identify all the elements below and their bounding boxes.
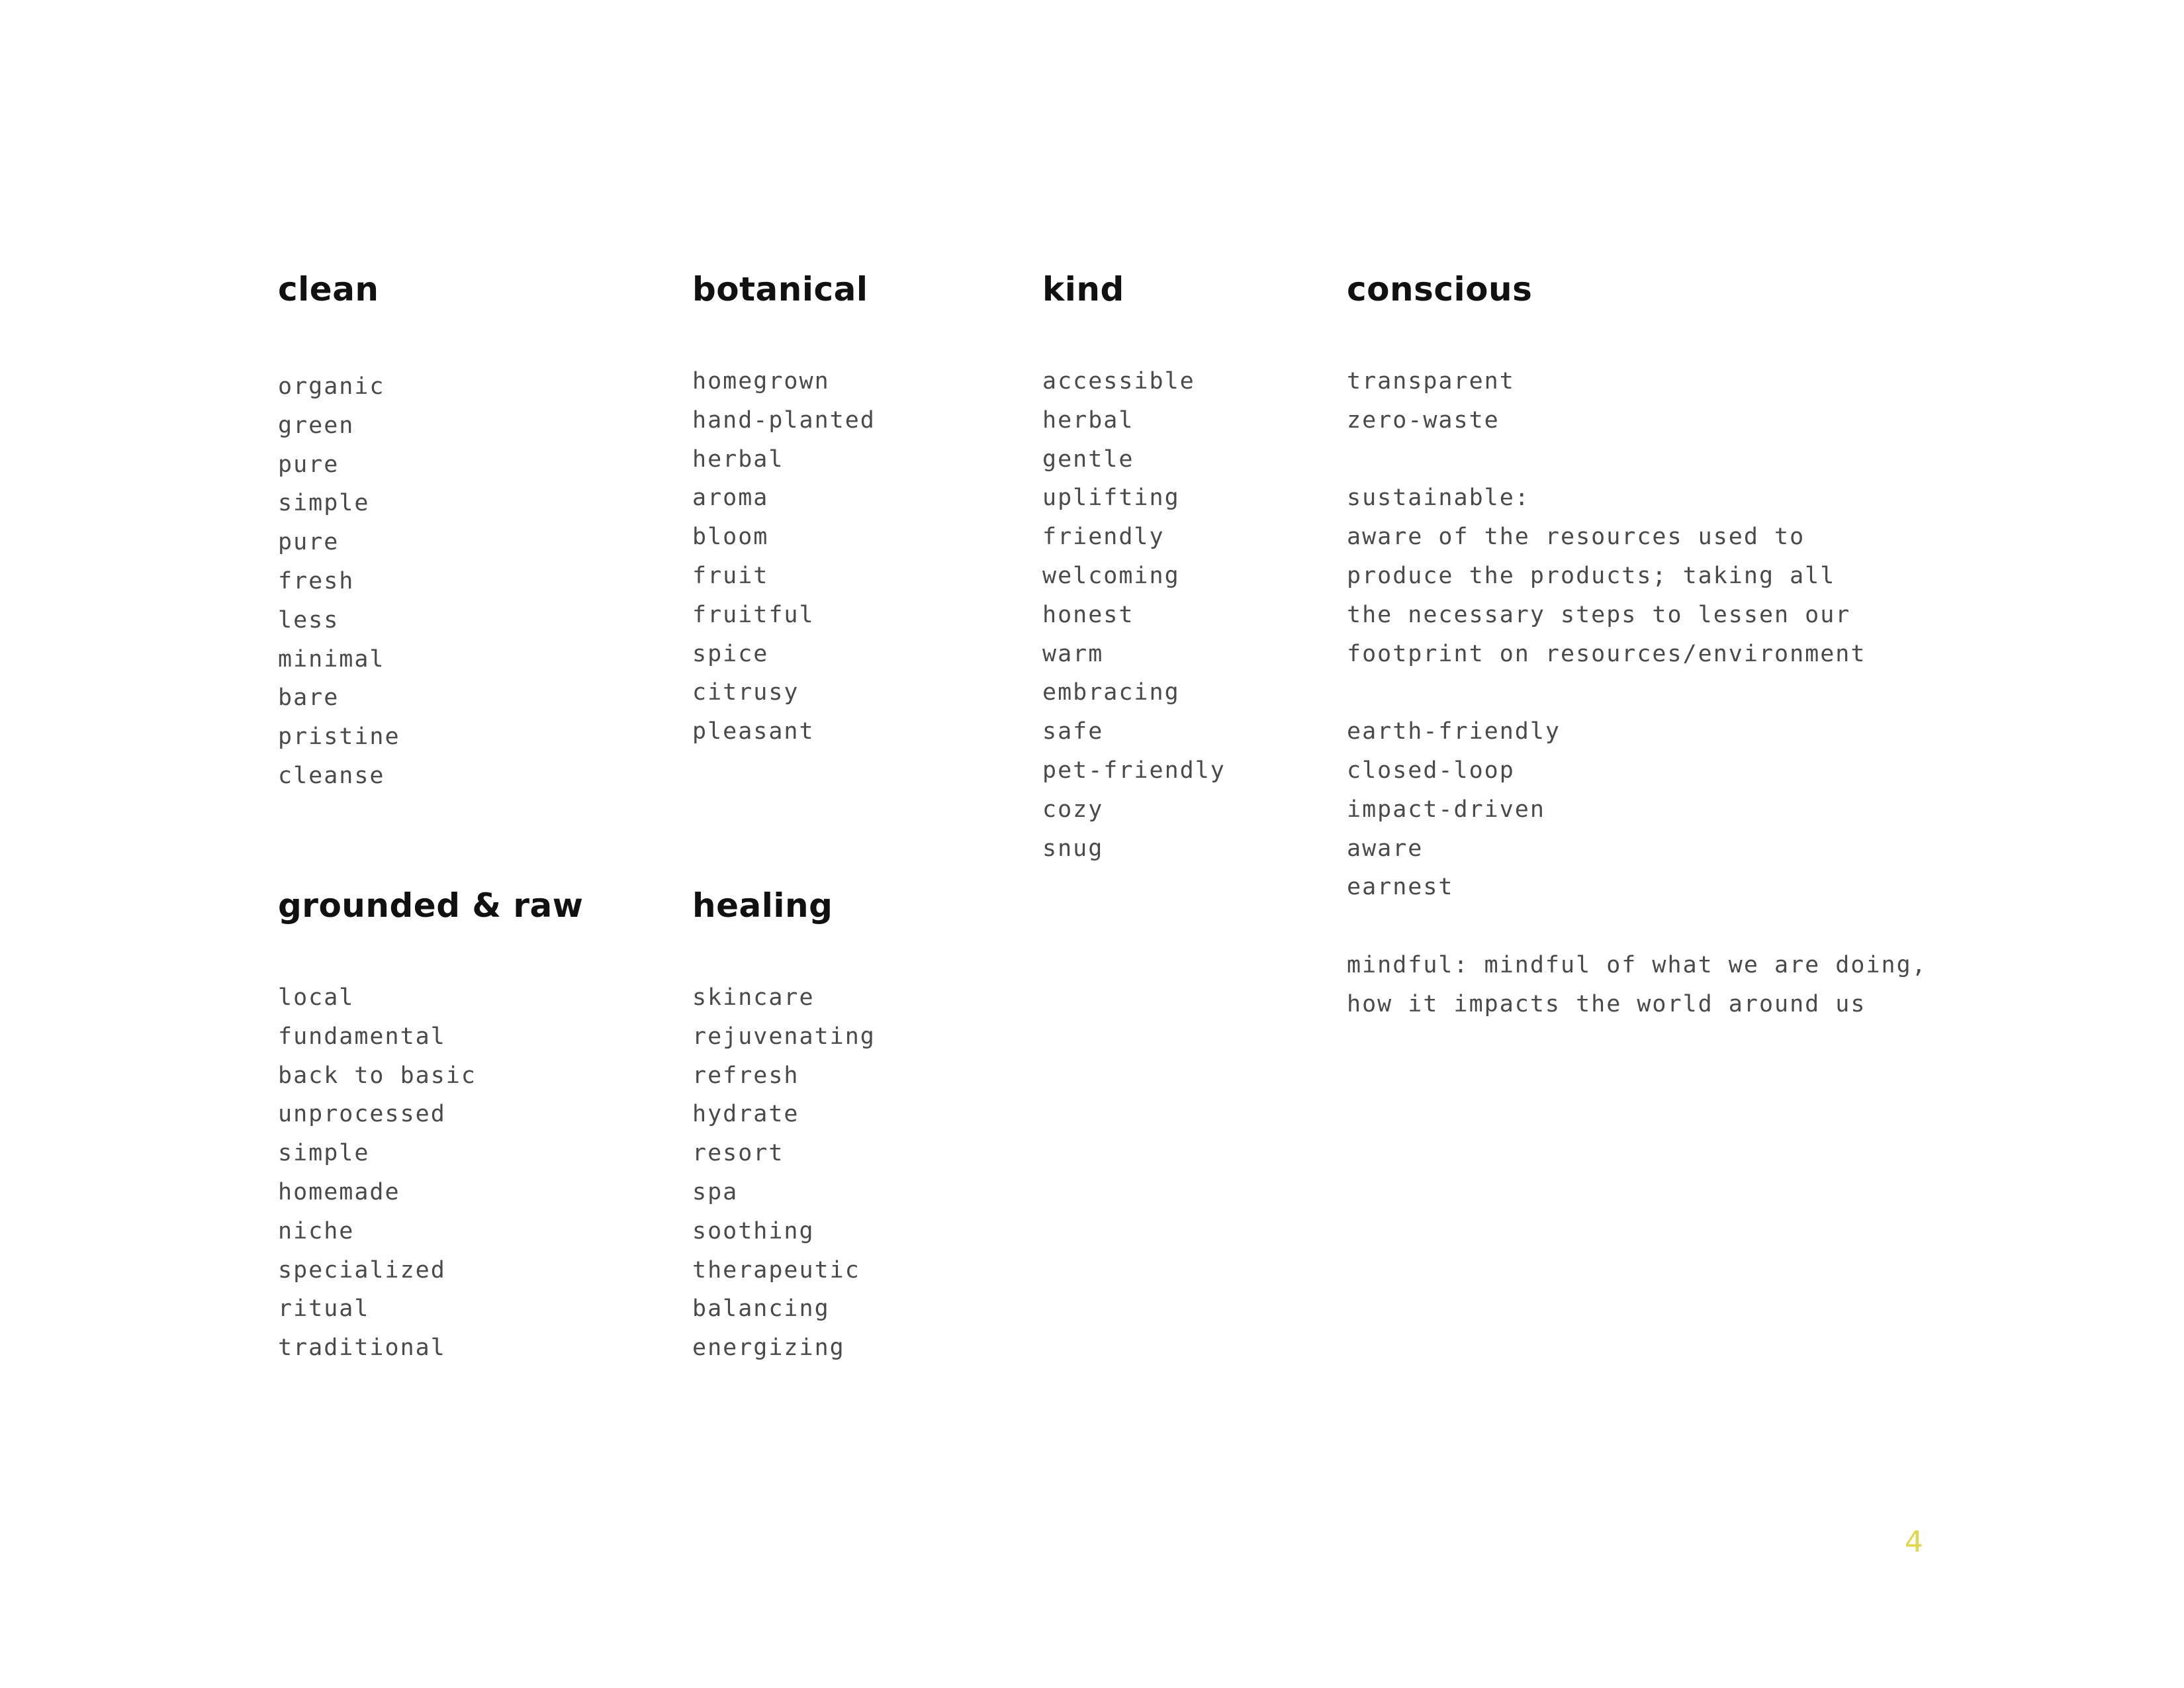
- word-list: [692, 362, 876, 751]
- list-item: transparent: [1347, 368, 1515, 395]
- list-item: impact-driven: [1347, 796, 1545, 823]
- list-item: bloom: [692, 524, 769, 551]
- list-item: cozy: [1042, 796, 1104, 823]
- list-item: local: [278, 984, 355, 1011]
- section-heading: botanical: [692, 270, 868, 308]
- list-item: refresh: [692, 1062, 799, 1089]
- list-item: homemade: [278, 1178, 400, 1205]
- list-item: snug: [1042, 835, 1104, 862]
- list-spacer: [1347, 907, 1927, 946]
- list-item: welcoming: [1042, 562, 1180, 589]
- word-list: [1042, 362, 1226, 868]
- list-item: organic: [278, 373, 385, 400]
- section-grounded-raw: [278, 886, 584, 1362]
- list-item: simple: [278, 490, 370, 517]
- list-item: pristine: [278, 724, 400, 751]
- list-item: gentle: [1042, 445, 1134, 473]
- section-heading: grounded & raw: [278, 886, 584, 925]
- list-item: pure: [278, 451, 340, 478]
- word-list: [278, 367, 400, 796]
- list-item: energizing: [692, 1335, 845, 1362]
- list-item: spice: [692, 640, 769, 667]
- list-item: specialized: [278, 1256, 446, 1284]
- word-list: [1347, 362, 1927, 1024]
- list-item: honest: [1042, 601, 1134, 628]
- list-item: traditional: [278, 1335, 446, 1362]
- list-item: spa: [692, 1178, 739, 1205]
- list-item: how it impacts the world around us: [1347, 990, 1866, 1017]
- list-item: sustainable:: [1347, 485, 1530, 512]
- list-spacer: [1347, 440, 1927, 479]
- word-list: [692, 978, 876, 1368]
- list-item: back to basic: [278, 1062, 477, 1089]
- section-heading: conscious: [1347, 270, 1533, 308]
- list-item: ritual: [278, 1295, 370, 1323]
- list-item: unprocessed: [278, 1101, 446, 1128]
- list-item: zero-waste: [1347, 406, 1500, 434]
- section-healing: [692, 886, 876, 1362]
- list-item: fundamental: [278, 1023, 446, 1050]
- section-heading: healing: [692, 886, 833, 925]
- list-item: embracing: [1042, 679, 1180, 706]
- list-item: hydrate: [692, 1101, 799, 1128]
- list-item: bare: [278, 684, 340, 712]
- list-item: green: [278, 412, 355, 439]
- list-item: earth-friendly: [1347, 718, 1561, 745]
- list-item: aroma: [692, 485, 769, 512]
- list-item: pet-friendly: [1042, 757, 1226, 784]
- section-heading: clean: [278, 270, 379, 308]
- list-item: fresh: [278, 567, 355, 594]
- list-item: uplifting: [1042, 485, 1180, 512]
- list-item: closed-loop: [1347, 757, 1515, 784]
- list-item: accessible: [1042, 368, 1195, 395]
- list-item: friendly: [1042, 524, 1165, 551]
- list-item: earnest: [1347, 874, 1454, 901]
- list-item: niche: [278, 1217, 355, 1244]
- list-item: soothing: [692, 1217, 815, 1244]
- list-item: herbal: [1042, 406, 1134, 434]
- list-item: safe: [1042, 718, 1104, 745]
- section-heading: kind: [1042, 270, 1124, 308]
- list-item: skincare: [692, 984, 815, 1011]
- list-item: footprint on resources/environment: [1347, 640, 1866, 667]
- list-item: mindful: mindful of what we are doing,: [1347, 951, 1927, 978]
- list-item: cleanse: [278, 762, 385, 789]
- list-item: pure: [278, 529, 340, 556]
- list-item: produce the products; taking all: [1347, 562, 1836, 589]
- section-kind: [1042, 269, 1226, 862]
- list-item: aware of the resources used to: [1347, 524, 1805, 551]
- section-clean: [278, 269, 400, 789]
- list-item: the necessary steps to lessen our: [1347, 601, 1851, 628]
- list-item: herbal: [692, 445, 784, 473]
- section-conscious: [1347, 269, 1927, 1017]
- list-item: minimal: [278, 645, 385, 673]
- list-item: therapeutic: [692, 1256, 860, 1284]
- list-item: simple: [278, 1140, 370, 1167]
- list-item: balancing: [692, 1295, 830, 1323]
- list-item: less: [278, 606, 340, 633]
- page-number: 4: [1905, 1525, 1923, 1559]
- word-list: [278, 978, 477, 1368]
- list-item: rejuvenating: [692, 1023, 876, 1050]
- list-item: fruit: [692, 562, 769, 589]
- list-item: citrusy: [692, 679, 799, 706]
- list-item: homegrown: [692, 368, 830, 395]
- list-item: hand-planted: [692, 406, 876, 434]
- list-item: warm: [1042, 640, 1104, 667]
- section-botanical: [692, 269, 876, 745]
- list-item: pleasant: [692, 718, 815, 745]
- list-item: aware: [1347, 835, 1424, 862]
- list-spacer: [1347, 673, 1927, 712]
- list-item: fruitful: [692, 601, 815, 628]
- list-item: resort: [692, 1140, 784, 1167]
